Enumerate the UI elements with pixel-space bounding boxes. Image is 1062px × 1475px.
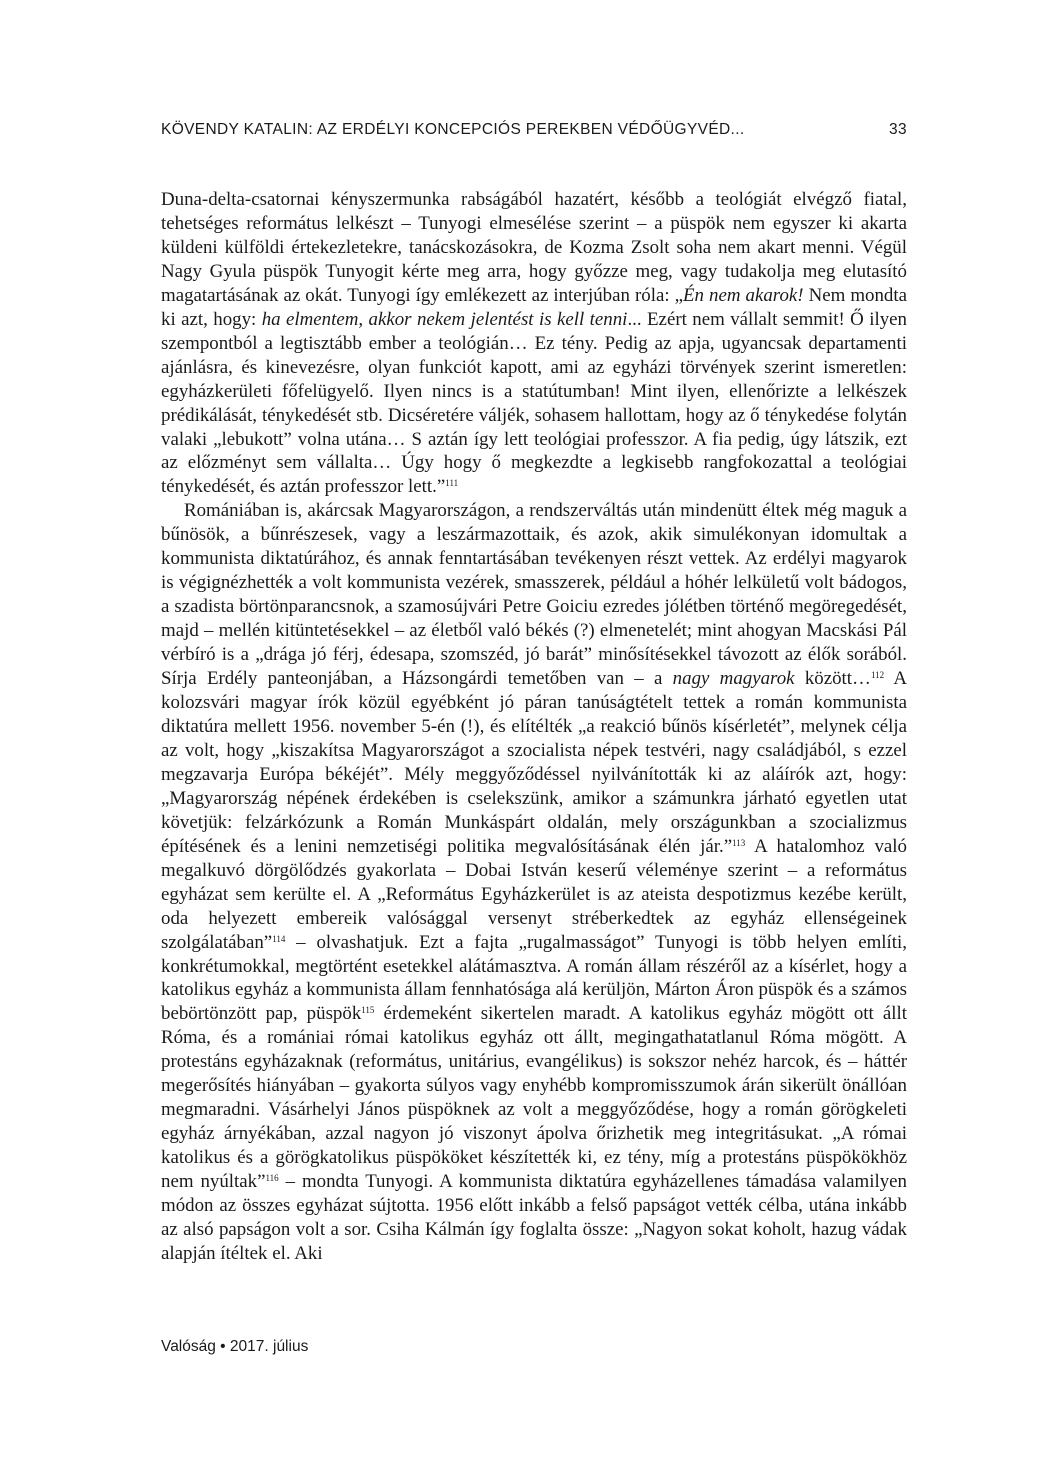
text-segment: között… (794, 668, 871, 690)
italic-quote: ha elmentem, akkor nekem jelentést is kell tenni (261, 308, 628, 330)
text-segment: Nem mondta ki azt, hogy: (161, 284, 907, 330)
footnote-ref: 116 (265, 1173, 279, 1184)
italic-phrase: nagy magyarok (672, 668, 795, 690)
text-segment: – olvashatjuk. Ezt a fajta „rugalmasságot” Tunyogi is több helyen említi, konkrétumokkal, megtörtént esetekkel alátámasztva. A román állam részéről az a kísérlet, hogy a katolikus egyház a kommunista állam fennhatósága alá kerüljön, Márton Áron püspök és a számos bebörtönzött pap, püspök (161, 931, 907, 1025)
paragraph (161, 499, 907, 1266)
running-title: KÖVENDY KATALIN: AZ ERDÉLYI KONCEPCIÓS PEREKBEN VÉDŐÜGYVÉD... (161, 121, 745, 138)
footnote-ref: 113 (732, 837, 746, 848)
page-number: 33 (889, 121, 907, 138)
italic-quote: Én nem akarok! (683, 284, 804, 306)
text-segment: – mondta Tunyogi. A kommunista diktatúra egyházellenes támadása valamilyen módon az összes egyházat sújtotta. 1956 előtt inkább a felső papságot vették célba, utána inkább az alsó papságon volt a sor. Csiha Kálmán így foglalta össze: „Nagyon sokat koholt, hazug vádak alapján ítéltek el. Aki (161, 1171, 908, 1264)
text-segment: A hatalomhoz való megalkuvó dörgölődzés gyakorlata – Dobai István keserű véleménye szerint – a református egyházat sem kerülte el. A „Református Egyházkerület is az ateista despotizmus kezébe került, oda helyezett embereik valósággal versenyt stréberkedtek az egyház ellenségeinek szolgálatában” (161, 835, 907, 953)
footnote-ref: 112 (870, 670, 885, 681)
running-header (161, 121, 907, 147)
text-segment: Romániában is, akárcsak Magyarországon, a rendszerváltás után mindenütt éltek még maguk a bűnösök, a bűnrészesek, vagy a leszármazottaik, és azok, akik simulékonyan idomultak a kommunista diktatúrához, és annak fenntartásában tevékenyen részt vettek. Az erdélyi magyarok is végignézhették a volt kommunista vezérek, smasszerek, például a hóhér lelkületű volt bádogos, a szadista börtönparancsnok, a szamosújvári Petre Goiciu ezredes jólétben történő megöregedését, majd – mellén kitüntetésekkel – az életből való békés (?) elmenetelét; mint ahogyan Macskási Pál vérbíró is a „drága jó férj, édesapa, szomszéd, jó barát” minősítésekkel távozott az élők sorából. Sírja Erdély panteonjában, a Házsongárdi temetőben van – a (161, 500, 907, 690)
text-segment: érdemeként sikertelen maradt. A katolikus egyház mögött ott állt Róma, és a romániai római katolikus egyház ott állt, megingathatatlanul Róma mögött. A protestáns egyházaknak (református, unitárius, evangélikus) is sokszor nehéz harcok, és – háttér megerősítés hiányában – gyakorta súlyos vagy enyhébb kompromisszumok árán sikerült önállóan megmaradni. Vásárhelyi János püspöknek az volt a meggyőződése, hogy a román görögkeleti egyház árnyékában, azzal nagyon jó viszonyt ápolva őrizhetik meg integritásukat. „A római katolikus és a görögkatolikus püspököket készítették ki, ez tény, míg a protestáns püspökökhöz nem nyúltak” (161, 1003, 907, 1193)
body-text (161, 188, 907, 1266)
footnote-ref: 114 (272, 933, 286, 944)
page-footer: Valóság • 2017. július (161, 1338, 309, 1355)
text-segment: ... Ezért nem vállalt semmit! Ő ilyen szempontból a legtisztább ember a teológián… Ez tény. Pedig az apja, ugyancsak departamenti ajánlásra, és kinevezésre, olyan funkciót kapott, ami az egyházi törvények szerint ismeretlen: egyházkerületi főfelügyelő. Ilyen nincs is a statútumban! Mint ilyen, ellenőrizte a lelkészek prédikálását, ténykedését stb. Dicséretére váljék, sohasem hallottam, hogy az ő ténykedése folytán valaki „lebukott” volna utána… S aztán így lett teológiai professzor. A fia pedig, úgy látszik, ezt az előzményt sem vállalta… Úgy hogy ő megkezdte a legkisebb rangfokozattal a teológiai ténykedését, és aztán professzor lett.” (161, 308, 907, 498)
text-segment: Duna-delta-csatornai kényszermunka rabságából hazatért, később a teológiát elvégző fiatal, tehetséges református lelkészt – Tunyogi elmesélése szerint – a püspök nem egyszer ki akarta küldeni külföldi értekezletekre, tanácskozásokra, de Kozma Zsolt soha nem akart menni. Végül Nagy Gyula püspök Tunyogit kérte meg arra, hogy győzze meg, vagy tudakolja meg elutasító magatartásának az okát. Tunyogi így emlékezett az interjúban róla: „ (161, 189, 907, 306)
paragraph-continued (161, 188, 907, 499)
text-segment: A kolozsvári magyar írók közül egyébként jó páran tanúságtételt tettek a román kommunista diktatúra mellett 1956. november 5-én (!), és elítélték „a reakció bűnös kísérletét”, melynek célja az volt, hogy „kiszakítsa Magyarországot a szocialista népek testvéri, nagy családjából, s ezzel megzavarja Európa békéjét”. Mély meggyőződéssel nyilvánították ki az aláírók azt, hogy: „Magyarország népének érdekében is cselekszünk, amikor a számunkra járható egyetlen utat követjük: felzárkózunk a Román Munkáspárt oldalán, mely országunkban a szocializmus építésének és a lenini nemzetiségi politika megvalósításának élén jár.” (161, 668, 907, 857)
footnote-ref: 111 (445, 478, 459, 489)
footnote-ref: 115 (361, 1005, 375, 1016)
